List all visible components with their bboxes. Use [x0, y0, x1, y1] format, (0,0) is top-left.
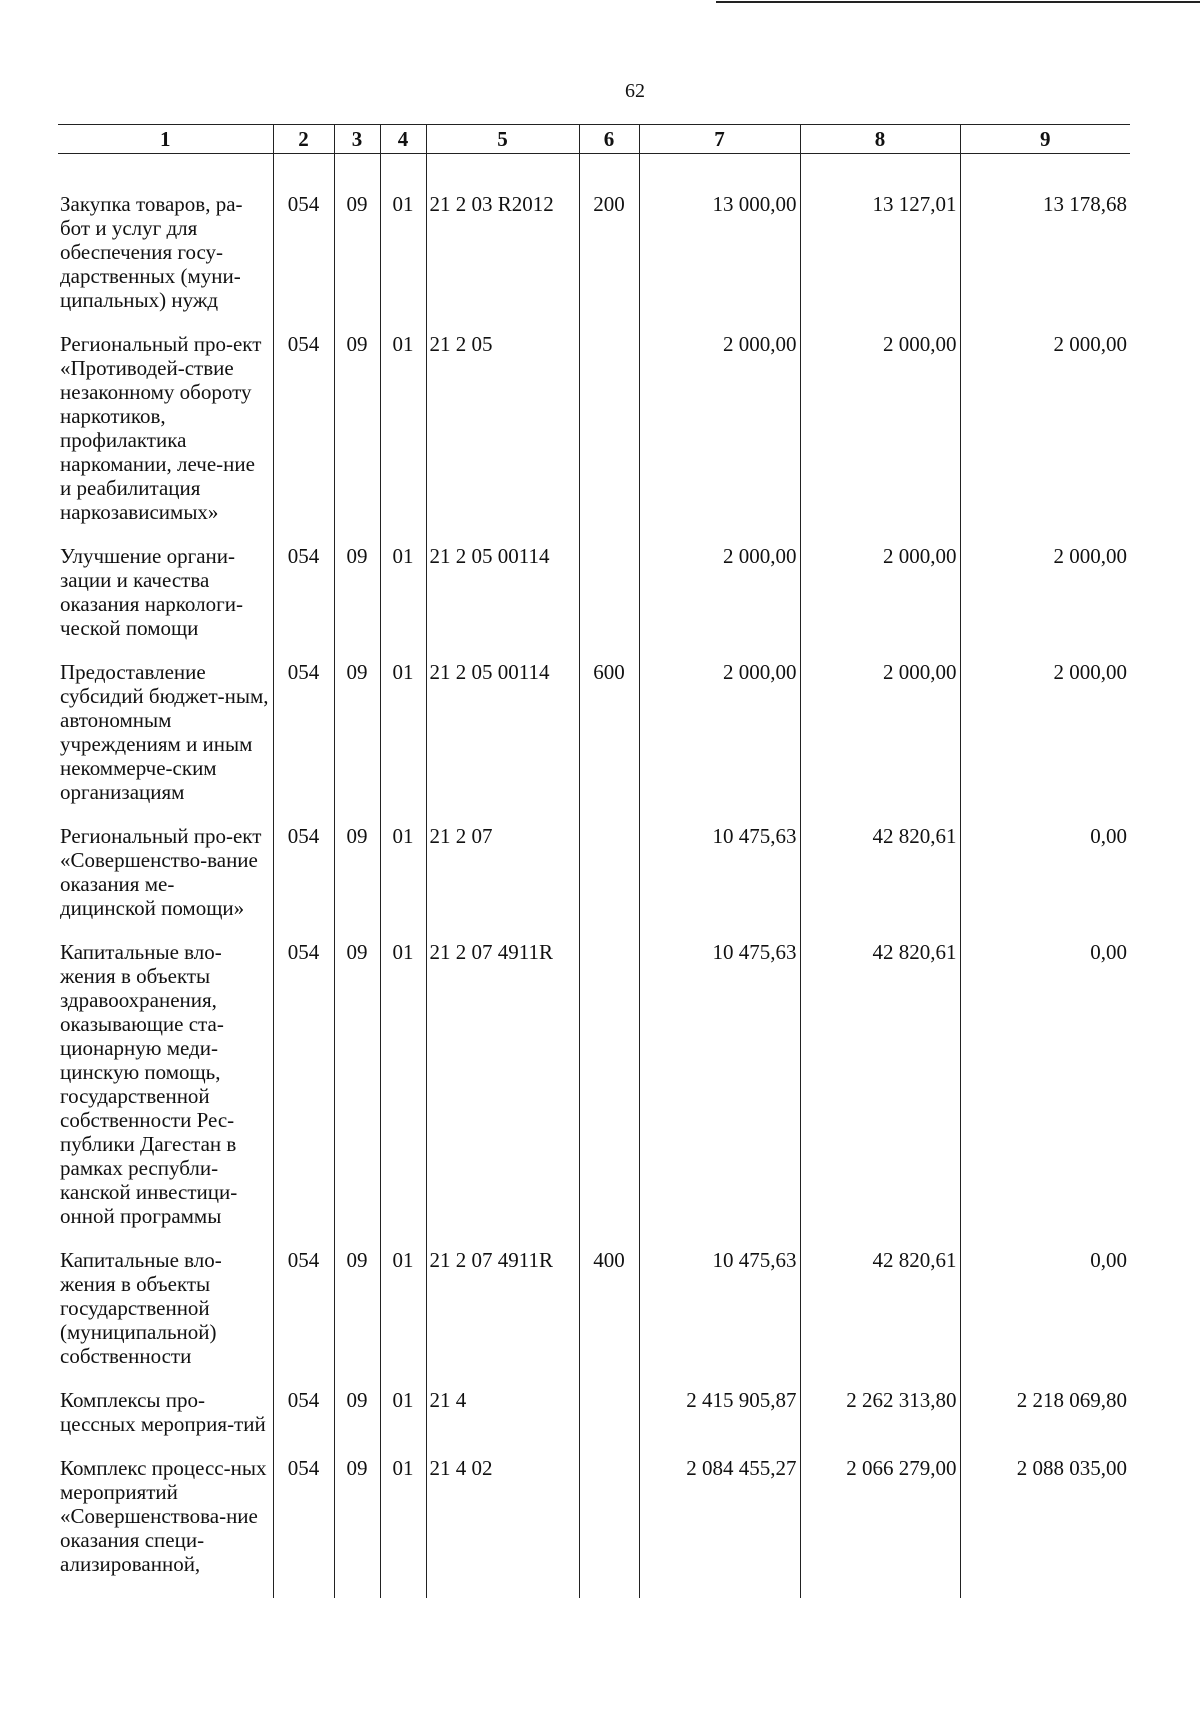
- cell-code: 054: [273, 1248, 334, 1388]
- cell-amount-3: 0,00: [960, 940, 1130, 1248]
- cell-amount-1: 2 000,00: [639, 544, 800, 660]
- table-row: [58, 1388, 1130, 1456]
- column-header: 4: [380, 125, 426, 154]
- cell-code: 054: [273, 1388, 334, 1456]
- cell-amount-2: 13 127,01: [800, 154, 960, 333]
- cell-subsection: 01: [380, 332, 426, 544]
- cell-amount-2: 42 820,61: [800, 1248, 960, 1388]
- cell-type: [579, 1456, 639, 1598]
- cell-type: [579, 332, 639, 544]
- column-header: 2: [273, 125, 334, 154]
- cell-amount-3: 2 000,00: [960, 332, 1130, 544]
- cell-amount-2: 2 000,00: [800, 544, 960, 660]
- cell-type: [579, 824, 639, 940]
- cell-section: 09: [334, 660, 380, 824]
- row-name: Региональный про-ект «Совершенство-вание оказания ме-дицинской помощи»: [60, 824, 262, 920]
- row-name: Региональный про-ект «Противодей-ствие незаконному обороту наркотиков, профилактика наркомании, лече-ние и реабилитация наркозависимых»: [60, 332, 262, 524]
- cell-code: 054: [273, 332, 334, 544]
- cell-section: 09: [334, 1248, 380, 1388]
- row-name: Капитальные вло-жения в объекты здравоохранения, оказывающие ста-ционарную меди-цинскую помощь, государственной собственности Рес-публики Дагестан в рамках республи-канской инвестици-онной программы: [60, 940, 238, 1228]
- row-name: Закупка товаров, ра-бот и услуг для обеспечения госу-дарственных (муни-ципальных) нужд: [60, 192, 243, 312]
- cell-subsection: 01: [380, 824, 426, 940]
- cell-target: 21 2 05 00114: [426, 544, 579, 660]
- cell-amount-1: 10 475,63: [639, 940, 800, 1248]
- cell-target: 21 2 05 00114: [426, 660, 579, 824]
- cell-type: 200: [579, 154, 639, 333]
- cell-amount-2: 2 262 313,80: [800, 1388, 960, 1456]
- cell-amount-1: 2 000,00: [639, 660, 800, 824]
- column-header: 1: [58, 125, 273, 154]
- column-header: 5: [426, 125, 579, 154]
- cell-section: 09: [334, 940, 380, 1248]
- cell-amount-1: 10 475,63: [639, 824, 800, 940]
- cell-amount-3: 13 178,68: [960, 154, 1130, 333]
- column-header: 8: [800, 125, 960, 154]
- cell-section: 09: [334, 1456, 380, 1598]
- cell-type: 400: [579, 1248, 639, 1388]
- cell-subsection: 01: [380, 1388, 426, 1456]
- cell-subsection: 01: [380, 940, 426, 1248]
- cell-amount-1: 10 475,63: [639, 1248, 800, 1388]
- column-header: 7: [639, 125, 800, 154]
- cell-amount-2: 42 820,61: [800, 824, 960, 940]
- cell-amount-3: 2 218 069,80: [960, 1388, 1130, 1456]
- cell-subsection: 01: [380, 1248, 426, 1388]
- cell-subsection: 01: [380, 544, 426, 660]
- cell-amount-1: 13 000,00: [639, 154, 800, 333]
- cell-amount-2: 2 000,00: [800, 332, 960, 544]
- cell-amount-2: 2 066 279,00: [800, 1456, 960, 1598]
- cell-code: 054: [273, 824, 334, 940]
- cell-amount-3: 2 000,00: [960, 660, 1130, 824]
- cell-amount-1: 2 000,00: [639, 332, 800, 544]
- cell-amount-3: 0,00: [960, 824, 1130, 940]
- cell-target: 21 4: [426, 1388, 579, 1456]
- cell-section: 09: [334, 544, 380, 660]
- cell-target: 21 2 05: [426, 332, 579, 544]
- cell-code: 054: [273, 940, 334, 1248]
- page-number: 62: [625, 80, 645, 102]
- table-row: [58, 1248, 1130, 1388]
- cell-section: 09: [334, 1388, 380, 1456]
- cell-type: [579, 940, 639, 1248]
- cell-section: 09: [334, 824, 380, 940]
- table-row: [58, 544, 1130, 660]
- column-header: 3: [334, 125, 380, 154]
- table-row: [58, 660, 1130, 824]
- cell-subsection: 01: [380, 660, 426, 824]
- cell-amount-3: 0,00: [960, 1248, 1130, 1388]
- cell-section: 09: [334, 332, 380, 544]
- table-row: [58, 824, 1130, 940]
- table-row: [58, 332, 1130, 544]
- cell-type: [579, 544, 639, 660]
- cell-subsection: 01: [380, 154, 426, 333]
- row-name: Комплексы про-цессных мероприя-тий: [60, 1388, 266, 1436]
- cell-amount-2: 42 820,61: [800, 940, 960, 1248]
- row-name: Капитальные вло-жения в объекты государственной (муниципальной) собственности: [60, 1248, 222, 1368]
- row-name: Улучшение органи-зации и качества оказания наркологи-ческой помощи: [60, 544, 243, 640]
- cell-amount-2: 2 000,00: [800, 660, 960, 824]
- cell-section: 09: [334, 154, 380, 333]
- cell-target: 21 2 07: [426, 824, 579, 940]
- row-name: Комплекс процесс-ных мероприятий «Совершенствова-ние оказания специ-ализированной,: [60, 1456, 267, 1576]
- column-header: 9: [960, 125, 1130, 154]
- cell-amount-3: 2 000,00: [960, 544, 1130, 660]
- cell-target: 21 4 02: [426, 1456, 579, 1598]
- table-row: [58, 154, 1130, 333]
- cell-amount-3: 2 088 035,00: [960, 1456, 1130, 1598]
- top-rule: [716, 1, 1200, 3]
- cell-target: 21 2 07 4911R: [426, 1248, 579, 1388]
- cell-code: 054: [273, 660, 334, 824]
- cell-target: 21 2 03 R2012: [426, 154, 579, 333]
- column-header: 6: [579, 125, 639, 154]
- row-name: Предоставление субсидий бюджет-ным, автономным учреждениям и иным некоммерче-ским организациям: [60, 660, 269, 804]
- cell-code: 054: [273, 544, 334, 660]
- cell-amount-1: 2 084 455,27: [639, 1456, 800, 1598]
- cell-target: 21 2 07 4911R: [426, 940, 579, 1248]
- header-row: [58, 125, 1130, 154]
- cell-code: 054: [273, 154, 334, 333]
- cell-type: [579, 1388, 639, 1456]
- cell-amount-1: 2 415 905,87: [639, 1388, 800, 1456]
- cell-code: 054: [273, 1456, 334, 1598]
- cell-subsection: 01: [380, 1456, 426, 1598]
- cell-type: 600: [579, 660, 639, 824]
- budget-table: [58, 124, 1130, 1598]
- table-row: [58, 940, 1130, 1248]
- table-row: [58, 1456, 1130, 1598]
